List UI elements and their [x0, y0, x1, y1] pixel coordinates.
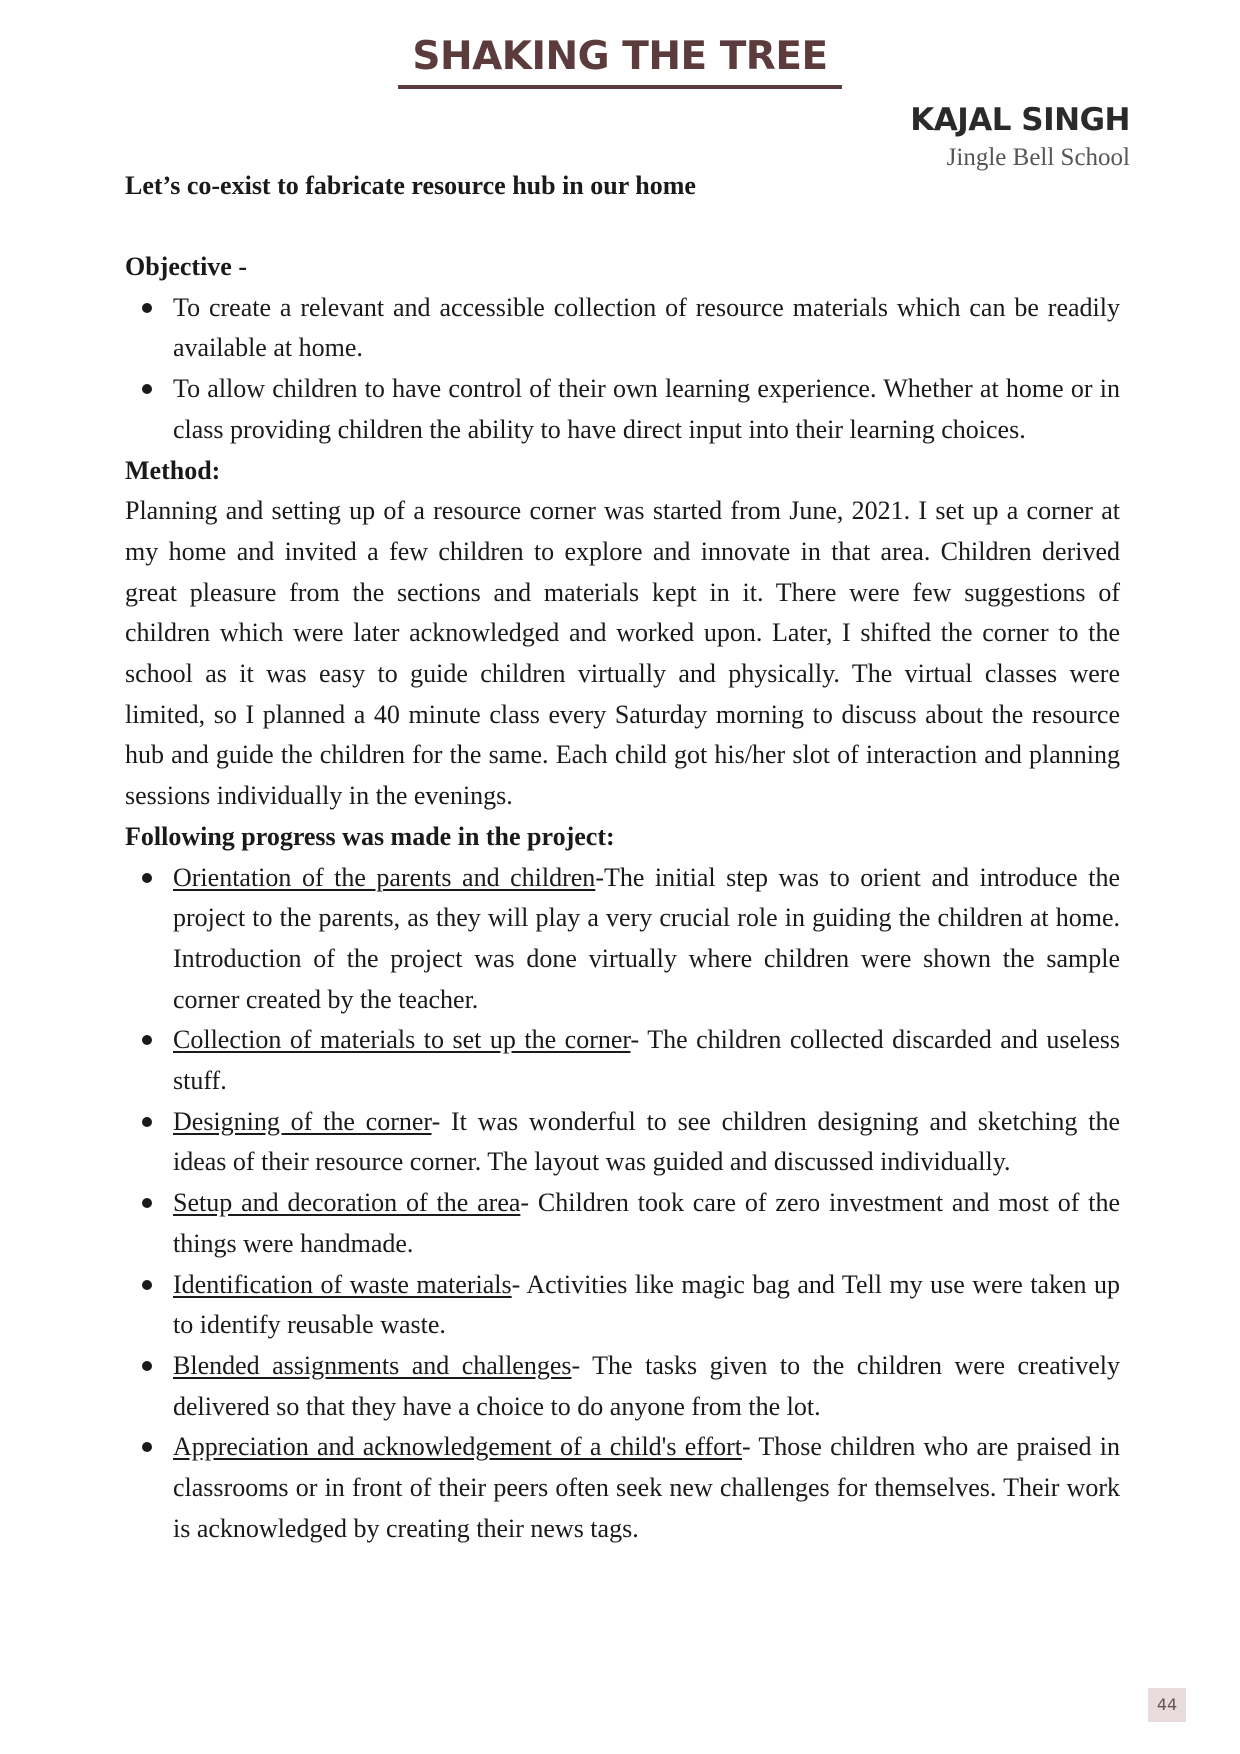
author-school: Jingle Bell School	[946, 144, 1130, 171]
progress-item-text: -The initial step was to orient and introduce the project to the parents, as they will play a very crucial role in guiding the children at home. Introduction of the project was done virtually where children were shown the sample corner created by the teacher.	[173, 862, 1120, 1014]
page-title: SHAKING THE TREE	[398, 34, 841, 89]
list-item	[125, 1427, 1120, 1549]
list-item	[125, 1265, 1120, 1346]
bullet-icon	[142, 1035, 152, 1045]
progress-list	[125, 858, 1120, 1550]
progress-item-label: Designing of the corner	[173, 1106, 432, 1136]
progress-item-text: - The tasks given to the children were creatively delivered so that they have a choice to do anyone from the lot.	[173, 1350, 1120, 1421]
bullet-icon	[142, 873, 152, 883]
list-item-text: To create a relevant and accessible collection of resource materials which can be readily available at home.	[173, 292, 1120, 363]
list-item	[125, 369, 1120, 450]
masthead	[0, 34, 1240, 89]
progress-item-label: Orientation of the parents and children	[173, 862, 596, 892]
page-number: 44	[1148, 1688, 1186, 1722]
list-item-text: To allow children to have control of their own learning experience. Whether at home or in class providing children the ability to have direct input into their learning choices.	[173, 374, 1120, 444]
author-name: KAJAL SINGH	[910, 102, 1130, 138]
progress-item-label: Identification of waste materials	[173, 1269, 512, 1299]
list-item	[125, 1183, 1120, 1264]
byline	[910, 100, 1130, 174]
objective-heading: Objective -	[125, 252, 248, 281]
bullet-icon	[142, 1361, 152, 1371]
bullet-icon	[142, 1280, 152, 1290]
progress-item-text: - Children took care of zero investment and most of the things were handmade.	[173, 1188, 1120, 1258]
progress-item-text: - Those children who are praised in classrooms or in front of their peers often seek new challenges for themselves. Their work is acknowledged by creating their news tags.	[173, 1432, 1120, 1543]
list-item	[125, 1102, 1120, 1183]
bullet-icon	[142, 1442, 152, 1452]
bullet-icon	[142, 384, 152, 394]
progress-item-text: - The children collected discarded and useless stuff.	[173, 1025, 1120, 1096]
list-item	[125, 1020, 1120, 1101]
bullet-icon	[142, 1198, 152, 1208]
progress-item-label: Setup and decoration of the area	[173, 1188, 521, 1218]
progress-item-label: Collection of materials to set up the corner	[173, 1025, 631, 1055]
progress-item-label: Appreciation and acknowledgement of a child's effort	[173, 1432, 742, 1462]
progress-item-label: Blended assignments and challenges	[173, 1350, 572, 1380]
list-item	[125, 858, 1120, 1021]
list-item	[125, 288, 1120, 369]
method-paragraph: Planning and setting up of a resource corner was started from June, 2021. I set up a corner at my home and invited a few children to explore and innovate in that area. Children derived great pleasure from the sections and materials kept in it. There were few suggestions of children which were later acknowledged and worked upon. Later, I shifted the corner to the school as it was easy to guide children virtually and physically. The virtual classes were limited, so I planned a 40 minute class every Saturday morning to discuss about the resource hub and guide the children for the same. Each child got his/her slot of interaction and planning sessions individually in the evenings.	[125, 496, 1120, 811]
list-item	[125, 1346, 1120, 1427]
progress-item-text: - Activities like magic bag and Tell my use were taken up to identify reusable waste.	[173, 1269, 1121, 1340]
objective-list	[125, 288, 1120, 451]
method-heading: Method:	[125, 455, 221, 485]
article-heading: Let’s co-exist to fabricate resource hub in our home	[125, 171, 696, 200]
article-body	[125, 166, 1120, 1550]
spacer	[125, 206, 1120, 247]
bullet-icon	[142, 303, 152, 313]
progress-item-text: - It was wonderful to see children designing and sketching the ideas of their resource corner. The layout was guided and discussed individually.	[173, 1106, 1120, 1177]
progress-heading: Following progress was made in the project:	[125, 821, 615, 851]
bullet-icon	[142, 1117, 152, 1127]
